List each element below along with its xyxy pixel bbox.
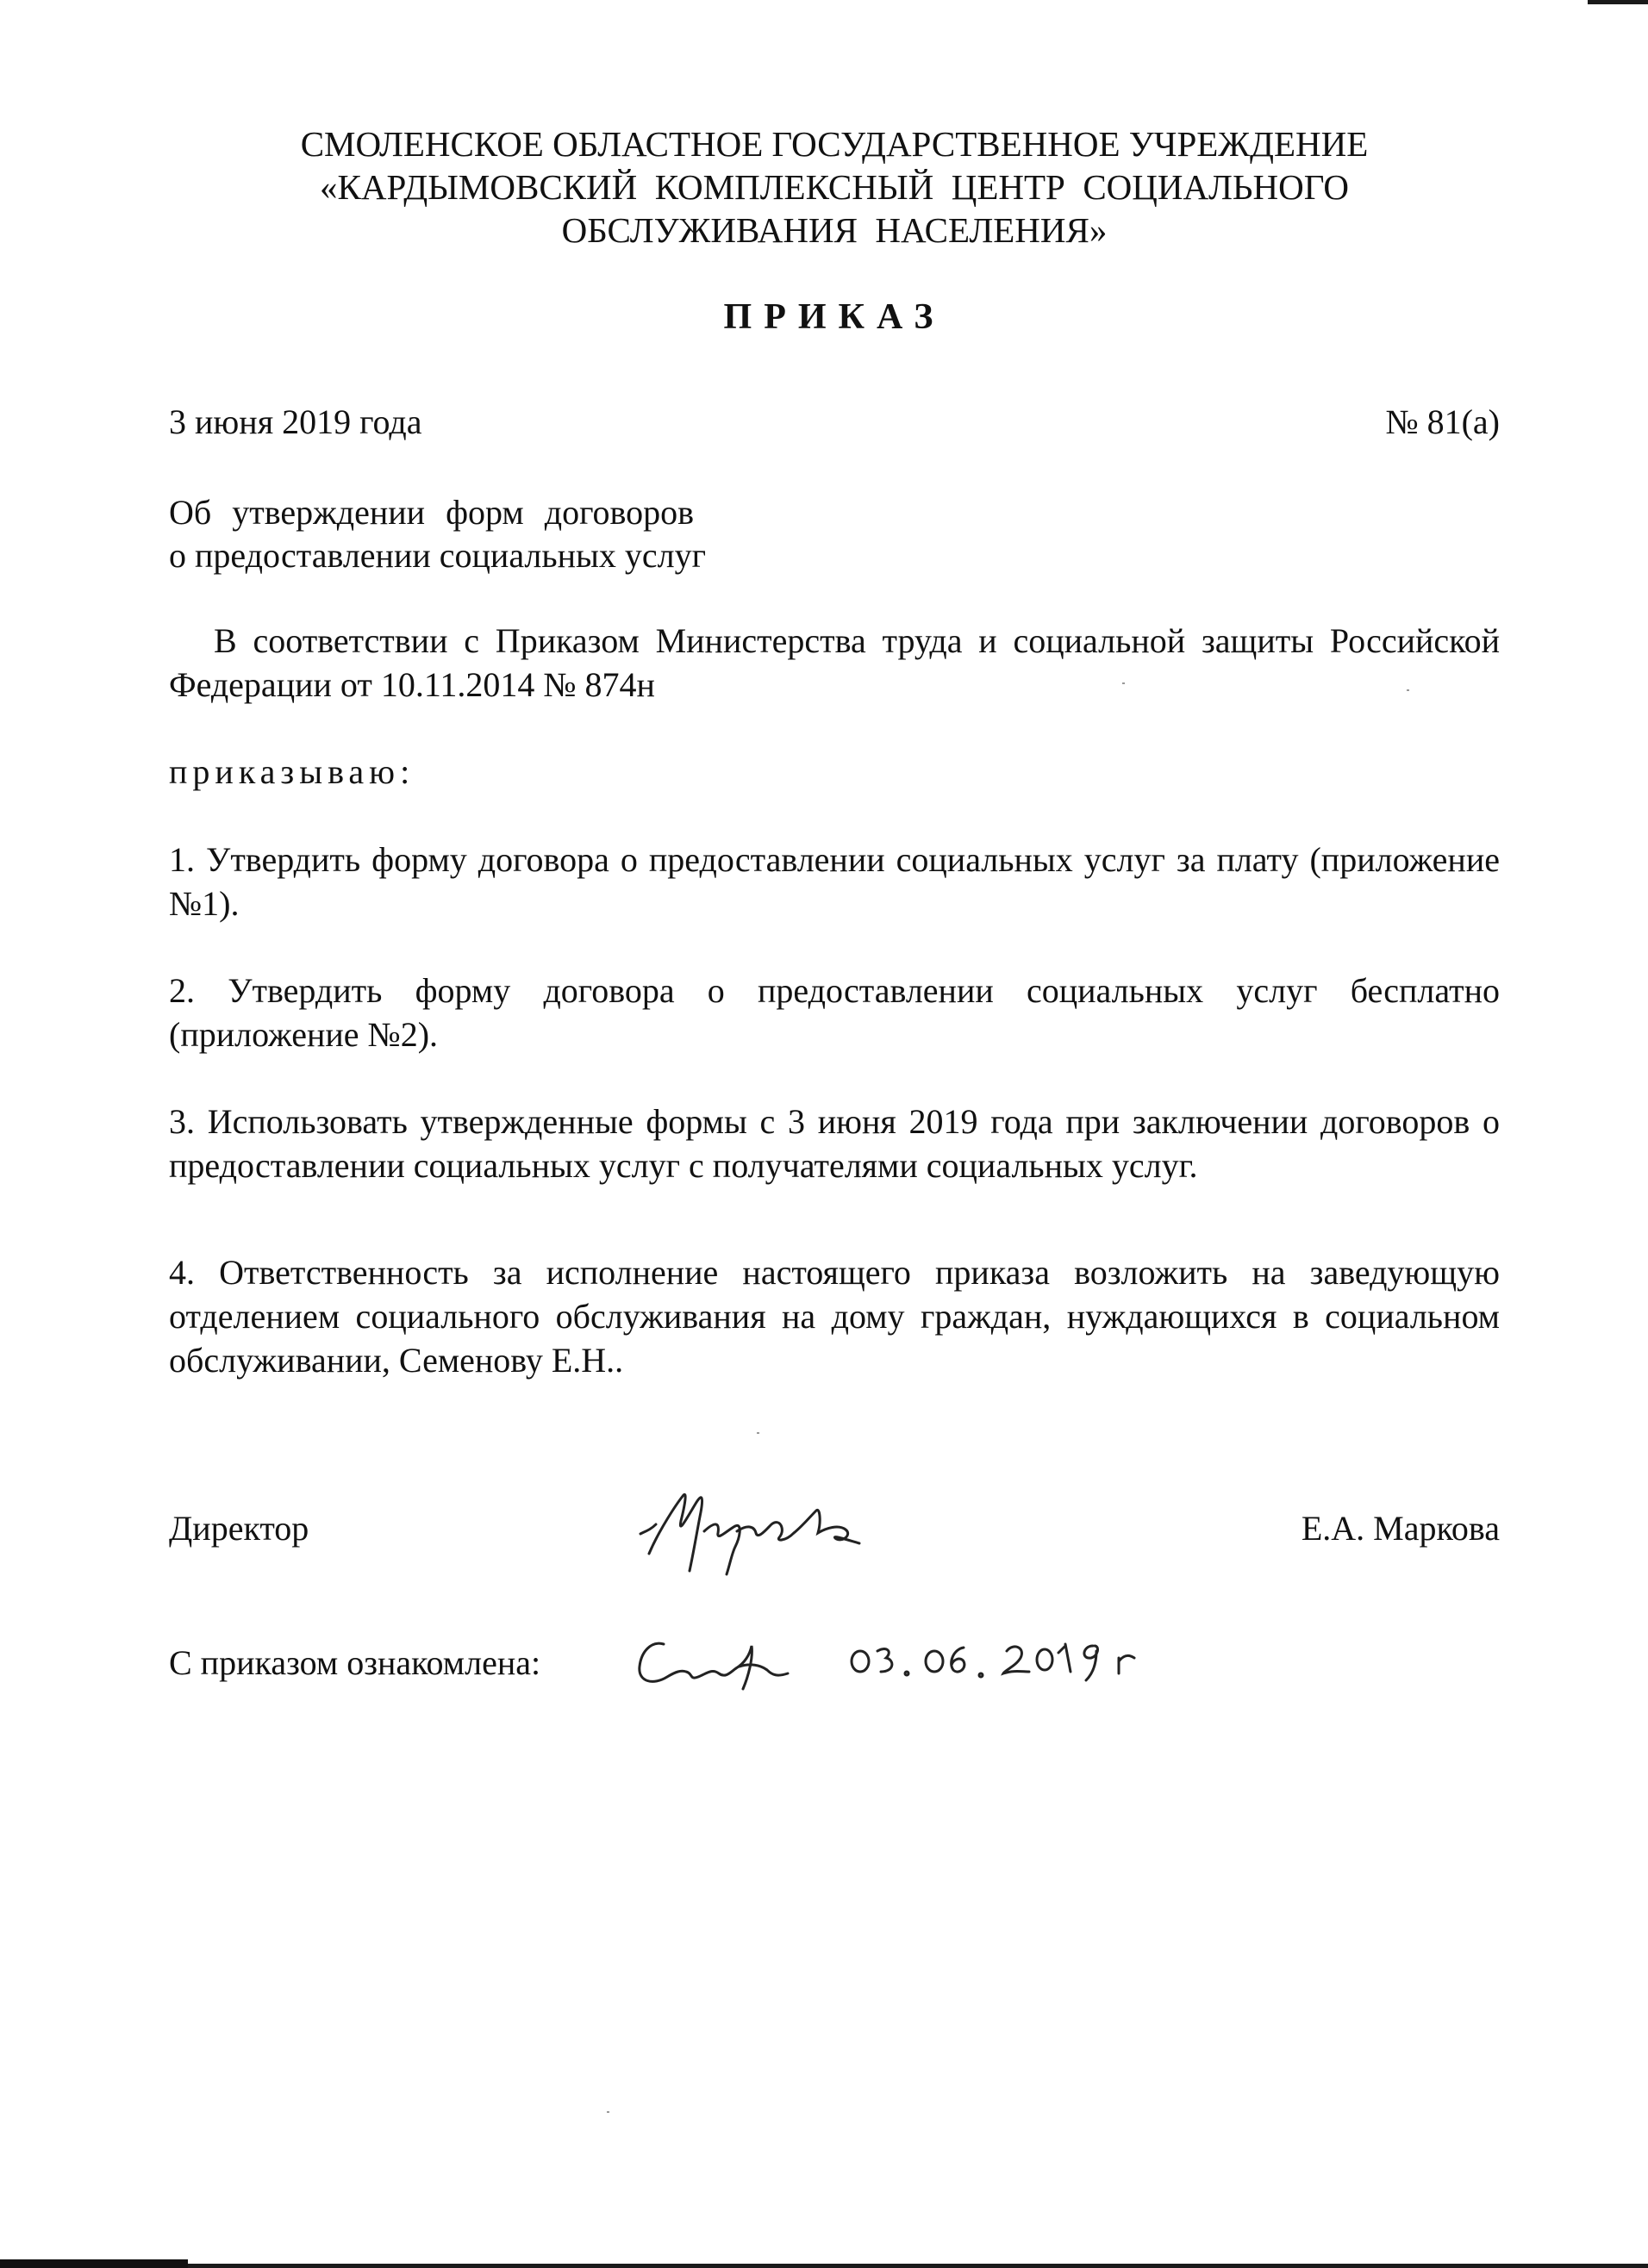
organization-header	[169, 122, 1500, 252]
scan-edge-bottom	[0, 2264, 1648, 2268]
org-header-line-1: СМОЛЕНСКОЕ ОБЛАСТНОЕ ГОСУДАРСТВЕННОЕ УЧРЕЖДЕНИЕ	[300, 124, 1369, 164]
acknowledgement-label: С приказом ознакомлена:	[169, 1643, 541, 1682]
date-number-row	[169, 402, 1500, 445]
org-header-line-3: ОБСЛУЖИВАНИЯ НАСЕЛЕНИЯ»	[561, 210, 1108, 250]
subject-line-1: Об утверждении форм договоров	[169, 493, 694, 532]
scan-speck	[607, 2111, 609, 2113]
order-directive-word: приказываю:	[169, 752, 415, 791]
signatory-role: Директор	[169, 1509, 309, 1548]
order-number: № 81(а)	[1385, 402, 1500, 441]
order-item-3: 3. Использовать утвержденные формы с 3 июня 2019 года при заключении договоров о предоставлении социальных услуг с получателями социальных услуг.	[169, 1102, 1500, 1185]
order-date: 3 июня 2019 года	[169, 402, 422, 441]
scan-speck	[1122, 682, 1125, 684]
scan-speck	[1407, 689, 1409, 691]
scan-edge-bottom-mark	[0, 2259, 188, 2268]
document-title: ПРИКАЗ	[723, 297, 946, 337]
scan-edge-top	[1588, 0, 1648, 4]
legal-basis-paragraph: В соответствии с Приказом Министерства труда и социальной защиты Российской Федерации от 10.11.2014 № 874н	[169, 621, 1500, 704]
subject-line-2: о предоставлении социальных услуг	[169, 536, 707, 575]
acknowledgement-handwritten-date	[845, 1620, 1155, 1689]
order-item-4: 4. Ответственность за исполнение настоящего приказа возложить на заведующую отделением социального обслуживания на дому граждан, нуждающихся в социальном обслуживании, Семенову Е.Н..	[169, 1253, 1500, 1380]
order-subject	[169, 491, 706, 577]
org-header-line-2: «КАРДЫМОВСКИЙ КОМПЛЕКСНЫЙ ЦЕНТР СОЦИАЛЬНОГО	[320, 167, 1349, 207]
order-item-1: 1. Утвердить форму договора о предоставлении социальных услуг за плату (приложение №1).	[169, 840, 1500, 923]
acknowledgement-handwritten-signature	[629, 1629, 802, 1698]
director-handwritten-signature	[634, 1469, 875, 1581]
signatory-name: Е.А. Маркова	[1301, 1509, 1500, 1548]
order-item-2: 2. Утвердить форму договора о предоставлении социальных услуг бесплатно (приложение №2).	[169, 971, 1500, 1054]
scan-speck	[757, 1432, 759, 1434]
